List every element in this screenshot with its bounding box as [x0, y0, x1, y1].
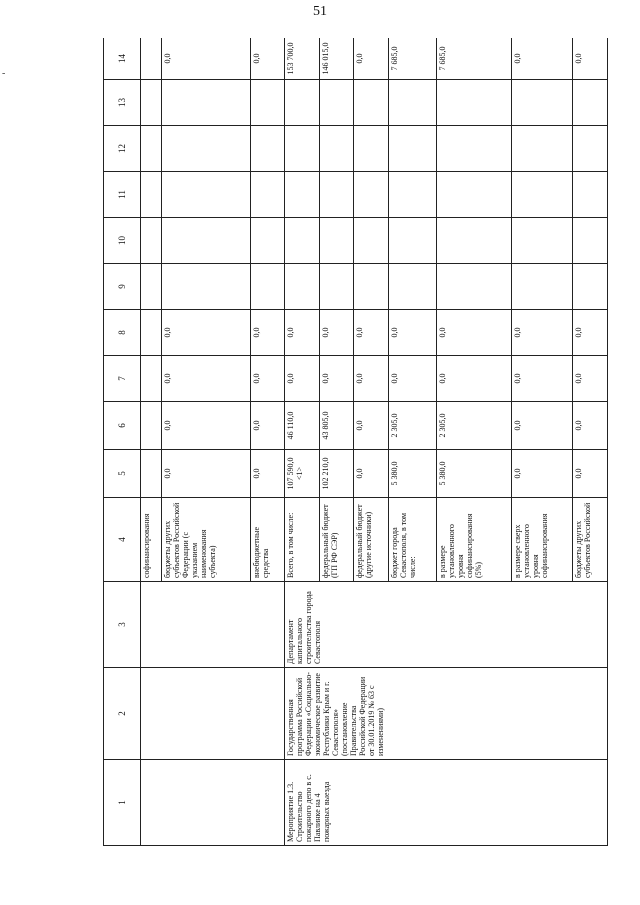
source-cell: бюджет города Севастополя, в том числе: [388, 498, 436, 582]
value-cell: 0,0 [573, 402, 608, 450]
column-header-7: 7 [104, 356, 141, 402]
value-cell: 5 380,0 [388, 450, 436, 498]
value-cell [388, 126, 436, 172]
value-cell: 0,0 [319, 310, 354, 356]
value-cell [511, 80, 573, 126]
value-cell: 146 015,0 [319, 38, 354, 80]
value-cell [436, 218, 511, 264]
value-cell [388, 80, 436, 126]
value-cell: 46 110,0 [285, 402, 320, 450]
source-cell: в размере установленного уровня софинансирования (5%) [436, 498, 511, 582]
table-row [141, 38, 162, 846]
column-header-3: 3 [104, 582, 141, 668]
value-cell [573, 126, 608, 172]
value-cell [319, 172, 354, 218]
value-cell [250, 126, 285, 172]
value-cell: 7 685,0 [388, 38, 436, 80]
value-cell: 0,0 [511, 402, 573, 450]
budget-table-frame [103, 38, 608, 846]
value-cell [436, 264, 511, 310]
source-cell: в размере сверх установленного уровня софинансирования [511, 498, 573, 582]
column-header-1: 1 [104, 760, 141, 846]
value-cell [285, 172, 320, 218]
column-header-12: 12 [104, 126, 141, 172]
value-cell [388, 264, 436, 310]
value-cell: 0,0 [511, 310, 573, 356]
column-header-9: 9 [104, 264, 141, 310]
value-cell [354, 218, 389, 264]
value-cell [388, 218, 436, 264]
column-header-5: 5 [104, 450, 141, 498]
value-cell: 0,0 [354, 310, 389, 356]
value-cell: 7 685,0 [436, 38, 511, 80]
value-cell [141, 38, 162, 80]
value-cell [162, 80, 251, 126]
source-cell: бюджеты других субъектов Российской [573, 498, 608, 582]
value-cell [511, 172, 573, 218]
source-cell: бюджеты других субъектов Российской Федерации (с указанием наименования субъекта) [162, 498, 251, 582]
value-cell: 153 700,0 [285, 38, 320, 80]
value-cell: 102 210,0 [319, 450, 354, 498]
value-cell [141, 310, 162, 356]
header-row [104, 38, 141, 846]
source-cell: софинансирования [141, 498, 162, 582]
value-cell [354, 172, 389, 218]
value-cell [319, 80, 354, 126]
event-name-cell: Мероприятие 1.3. Строительство пожарного депо в с. Павлинке на 4 пожарных выезда [285, 760, 608, 846]
column-header-6: 6 [104, 402, 141, 450]
value-cell [141, 402, 162, 450]
value-cell: 0,0 [162, 38, 251, 80]
value-cell [141, 450, 162, 498]
value-cell [141, 264, 162, 310]
value-cell [354, 80, 389, 126]
program-cell-empty [141, 668, 285, 760]
value-cell: 0,0 [354, 450, 389, 498]
event-cell-empty [141, 760, 285, 846]
value-cell: 2 305,0 [388, 402, 436, 450]
value-cell [573, 172, 608, 218]
value-cell: 0,0 [511, 356, 573, 402]
value-cell [573, 264, 608, 310]
value-cell: 107 590,0 <1> [285, 450, 320, 498]
value-cell [162, 264, 251, 310]
value-cell [141, 126, 162, 172]
column-header-10: 10 [104, 218, 141, 264]
value-cell: 0,0 [436, 310, 511, 356]
value-cell [511, 264, 573, 310]
value-cell: 0,0 [388, 310, 436, 356]
value-cell [250, 218, 285, 264]
value-cell: 0,0 [162, 356, 251, 402]
value-cell: 0,0 [388, 356, 436, 402]
table-body [104, 38, 608, 846]
source-cell: Всего, в том числе: [285, 498, 320, 582]
value-cell: 0,0 [573, 310, 608, 356]
value-cell [436, 126, 511, 172]
value-cell: 0,0 [250, 450, 285, 498]
rotated-table-wrapper [103, 38, 608, 846]
value-cell [141, 218, 162, 264]
value-cell: 0,0 [162, 402, 251, 450]
value-cell [162, 126, 251, 172]
value-cell: 0,0 [354, 402, 389, 450]
source-cell: федеральный бюджет (другие источники) [354, 498, 389, 582]
source-cell: федеральный бюджет (ГП РФ СЭР) [319, 498, 354, 582]
value-cell [511, 126, 573, 172]
value-cell: 0,0 [162, 450, 251, 498]
column-header-2: 2 [104, 668, 141, 760]
value-cell: 0,0 [319, 356, 354, 402]
value-cell: 2 305,0 [436, 402, 511, 450]
value-cell [511, 218, 573, 264]
value-cell: 0,0 [573, 356, 608, 402]
value-cell: 0,0 [250, 402, 285, 450]
source-cell: внебюджетные средства [250, 498, 285, 582]
value-cell [354, 264, 389, 310]
value-cell: 0,0 [354, 38, 389, 80]
value-cell: 0,0 [511, 38, 573, 80]
column-header-8: 8 [104, 310, 141, 356]
value-cell: 0,0 [573, 38, 608, 80]
value-cell [285, 218, 320, 264]
value-cell: 0,0 [285, 310, 320, 356]
table-row [285, 38, 320, 846]
column-header-14: 14 [104, 38, 141, 80]
executor-cell-empty [141, 582, 285, 668]
value-cell: 43 805,0 [319, 402, 354, 450]
column-header-11: 11 [104, 172, 141, 218]
value-cell [285, 80, 320, 126]
value-cell [436, 172, 511, 218]
page-number: 51 [313, 4, 327, 19]
value-cell [141, 80, 162, 126]
value-cell [285, 264, 320, 310]
value-cell [250, 264, 285, 310]
value-cell [388, 172, 436, 218]
value-cell: 0,0 [573, 450, 608, 498]
value-cell: 5 380,0 [436, 450, 511, 498]
executor-cell: Департамент капитального строительства города Севастополя [285, 582, 608, 668]
value-cell: 0,0 [436, 356, 511, 402]
value-cell: 0,0 [250, 310, 285, 356]
margin-mark: - [2, 68, 6, 79]
value-cell [141, 172, 162, 218]
value-cell [162, 172, 251, 218]
value-cell [354, 126, 389, 172]
program-cell: Государственная программа Российской Федерации «Социально-экономическое развитие Республики Крым и г. Севастополя» (постановление Правительства Российской Федерации от 30.01.2019 № 63 с изменениями) [285, 668, 608, 760]
value-cell [319, 126, 354, 172]
column-header-13: 13 [104, 80, 141, 126]
value-cell [250, 172, 285, 218]
value-cell [250, 80, 285, 126]
value-cell: 0,0 [250, 356, 285, 402]
value-cell: 0,0 [162, 310, 251, 356]
value-cell [141, 356, 162, 402]
value-cell: 0,0 [511, 450, 573, 498]
value-cell [319, 218, 354, 264]
value-cell [573, 218, 608, 264]
value-cell: 0,0 [250, 38, 285, 80]
value-cell [285, 126, 320, 172]
value-cell: 0,0 [285, 356, 320, 402]
value-cell [319, 264, 354, 310]
value-cell: 0,0 [354, 356, 389, 402]
value-cell [162, 218, 251, 264]
column-header-4: 4 [104, 498, 141, 582]
value-cell [573, 80, 608, 126]
budget-table [103, 38, 608, 846]
value-cell [436, 80, 511, 126]
